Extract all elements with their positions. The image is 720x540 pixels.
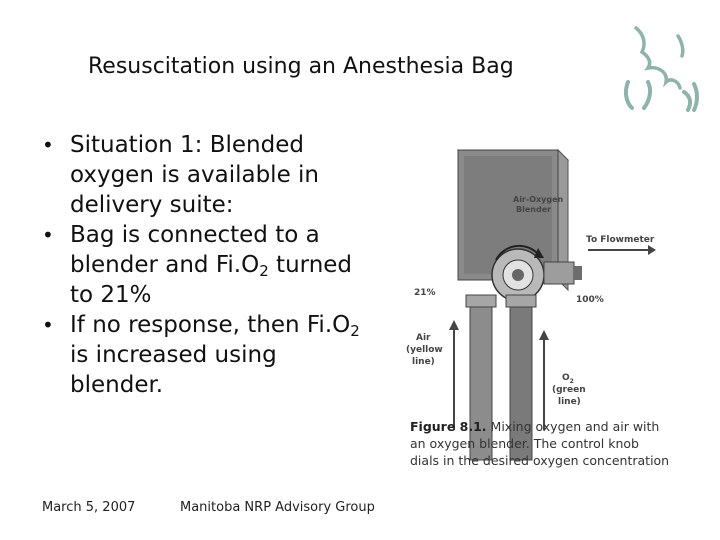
bullet-text-tail: is increased using blender. bbox=[70, 342, 277, 398]
slide-title: Resuscitation using an Anesthesia Bag bbox=[88, 54, 514, 79]
bullet-list bbox=[40, 130, 360, 400]
air-label-2: (yellow bbox=[406, 345, 443, 355]
mother-baby-logo-icon bbox=[618, 22, 702, 112]
device-label-2: Blender bbox=[516, 205, 552, 214]
caption-figure-number: Figure 8.1. bbox=[410, 419, 487, 434]
bullet-item bbox=[40, 220, 360, 310]
bullet-item bbox=[40, 130, 360, 220]
bullet-text-tail: turned to 21% bbox=[70, 252, 353, 308]
bullet-text: Bag is connected to a blender and Fi.O bbox=[70, 222, 320, 278]
footer-date: March 5, 2007 bbox=[42, 500, 136, 515]
o2-label-1: $O_2$ bbox=[562, 373, 574, 385]
air-label-1: Air bbox=[416, 333, 431, 343]
to-flowmeter-label: To Flowmeter bbox=[586, 235, 655, 245]
pct-100-label: 100% bbox=[576, 295, 604, 305]
caption-text: Mixing oxygen and air with an oxygen blender. The control knob dials in the desired oxygen concentration bbox=[410, 419, 670, 468]
bullet-dot-icon: • bbox=[42, 133, 54, 157]
bullet-dot-icon: • bbox=[42, 313, 54, 337]
bullet-text: If no response, then Fi.O bbox=[70, 312, 351, 338]
o2-label-3: line) bbox=[558, 397, 581, 407]
o2-label-2: (green bbox=[552, 385, 586, 395]
device-label-1: Air-Oxygen bbox=[513, 195, 564, 204]
pct-21-label: 21% bbox=[414, 288, 436, 298]
figure-caption bbox=[410, 418, 670, 469]
bullet-text: Situation 1: Blended oxygen is available in delivery suite: bbox=[70, 132, 320, 218]
bullet-dot-icon: • bbox=[42, 223, 54, 247]
subscript: 2 bbox=[350, 322, 360, 340]
bullet-item bbox=[40, 310, 360, 400]
subscript: 2 bbox=[259, 262, 269, 280]
air-label-3: line) bbox=[412, 357, 435, 367]
footer-organization: Manitoba NRP Advisory Group bbox=[180, 500, 375, 515]
